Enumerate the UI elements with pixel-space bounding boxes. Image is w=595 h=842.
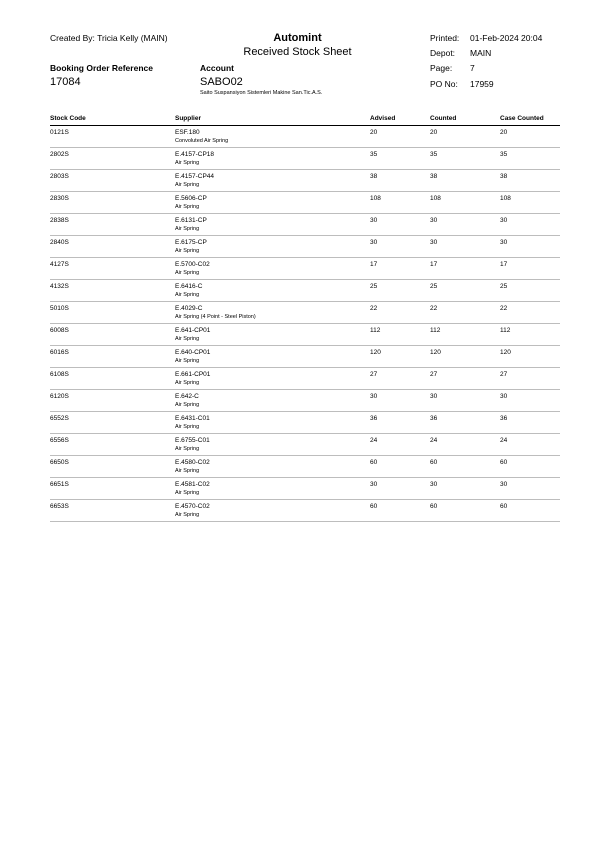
counted-qty-cell: 27 (430, 371, 438, 378)
table-row (50, 236, 560, 258)
case-counted-qty-cell: 20 (500, 129, 508, 136)
printed-label: Printed: (430, 33, 460, 43)
item-description-cell: Air Spring (175, 182, 200, 188)
account-label: Account (200, 63, 234, 73)
supplier-code-cell: E.6431-C01 (175, 415, 210, 422)
supplier-code-cell: E.661-CP01 (175, 371, 211, 378)
item-description-cell: Air Spring (175, 226, 200, 232)
supplier-code-cell: E.642-C (175, 393, 199, 400)
column-header-advised: Advised (370, 115, 396, 122)
counted-qty-cell: 30 (430, 217, 438, 224)
po-number-value: 17959 (470, 79, 494, 89)
supplier-code-cell: E.641-CP01 (175, 327, 211, 334)
advised-qty-cell: 30 (370, 217, 378, 224)
case-counted-qty-cell: 17 (500, 261, 508, 268)
advised-qty-cell: 24 (370, 437, 378, 444)
advised-qty-cell: 22 (370, 305, 378, 312)
advised-qty-cell: 60 (370, 503, 378, 510)
item-description-cell: Air Spring (175, 292, 200, 298)
supplier-code-cell: E.4029-C (175, 305, 203, 312)
supplier-code-cell: E.6755-C01 (175, 437, 210, 444)
counted-qty-cell: 20 (430, 129, 438, 136)
stock-code-cell: 2803S (50, 173, 69, 180)
column-header-counted: Counted (430, 115, 457, 122)
company-name: Automint (273, 32, 322, 44)
case-counted-qty-cell: 36 (500, 415, 508, 422)
counted-qty-cell: 30 (430, 481, 438, 488)
printed-value: 01-Feb-2024 20:04 (470, 33, 543, 43)
case-counted-qty-cell: 22 (500, 305, 508, 312)
supplier-code-cell: E.640-CP01 (175, 349, 211, 356)
case-counted-qty-cell: 60 (500, 503, 508, 510)
supplier-code-cell: E.5700-C02 (175, 261, 210, 268)
advised-qty-cell: 17 (370, 261, 378, 268)
advised-qty-cell: 38 (370, 173, 378, 180)
counted-qty-cell: 108 (430, 195, 441, 202)
stock-code-cell: 6651S (50, 481, 69, 488)
supplier-code-cell: E.4157-CP18 (175, 151, 215, 158)
column-header-stock-code: Stock Code (50, 115, 86, 122)
case-counted-qty-cell: 112 (500, 327, 511, 334)
advised-qty-cell: 30 (370, 481, 378, 488)
table-row (50, 500, 560, 522)
counted-qty-cell: 60 (430, 459, 438, 466)
table-row (50, 214, 560, 236)
supplier-code-cell: E.6175-CP (175, 239, 207, 246)
item-description-cell: Air Spring (175, 204, 200, 210)
table-row (50, 456, 560, 478)
page-title: Received Stock Sheet (243, 46, 352, 58)
supplier-code-cell: E.6416-C (175, 283, 203, 290)
item-description-cell: Air Spring (175, 402, 200, 408)
page-number-label: Page: (430, 63, 453, 73)
supplier-code-cell: E.4157-CP44 (175, 173, 215, 180)
stock-code-cell: 2802S (50, 151, 69, 158)
depot-value: MAIN (470, 48, 492, 58)
item-description-cell: Air Spring (175, 468, 200, 474)
table-row (50, 126, 560, 148)
supplier-code-cell: E.4580-C02 (175, 459, 210, 466)
case-counted-qty-cell: 30 (500, 393, 508, 400)
table-row (50, 192, 560, 214)
counted-qty-cell: 30 (430, 239, 438, 246)
column-header-case-counted: Case Counted (500, 115, 544, 122)
stock-code-cell: 4127S (50, 261, 69, 268)
item-description-cell: Air Spring (175, 512, 200, 518)
stock-code-cell: 6556S (50, 437, 69, 444)
table-row (50, 280, 560, 302)
advised-qty-cell: 25 (370, 283, 378, 290)
supplier-code-cell: E.4570-C02 (175, 503, 210, 510)
created-by-label: Created By: (50, 33, 95, 43)
case-counted-qty-cell: 35 (500, 151, 508, 158)
table-row (50, 148, 560, 170)
table-row (50, 478, 560, 500)
item-description-cell: Air Spring (175, 490, 200, 496)
item-description-cell: Air Spring (4 Point - Steel Piston) (175, 314, 256, 320)
table-row (50, 324, 560, 346)
table-row (50, 434, 560, 456)
counted-qty-cell: 36 (430, 415, 438, 422)
item-description-cell: Convoluted Air Spring (175, 138, 229, 144)
item-description-cell: Air Spring (175, 160, 200, 166)
case-counted-qty-cell: 30 (500, 481, 508, 488)
advised-qty-cell: 30 (370, 393, 378, 400)
advised-qty-cell: 27 (370, 371, 378, 378)
case-counted-qty-cell: 108 (500, 195, 511, 202)
counted-qty-cell: 25 (430, 283, 438, 290)
counted-qty-cell: 60 (430, 503, 438, 510)
advised-qty-cell: 112 (370, 327, 381, 334)
item-description-cell: Air Spring (175, 446, 200, 452)
counted-qty-cell: 35 (430, 151, 438, 158)
supplier-code-cell: E.5606-CP (175, 195, 207, 202)
stock-code-cell: 6650S (50, 459, 69, 466)
stock-code-cell: 6108S (50, 371, 69, 378)
case-counted-qty-cell: 30 (500, 239, 508, 246)
stock-code-cell: 4132S (50, 283, 69, 290)
case-counted-qty-cell: 38 (500, 173, 508, 180)
item-description-cell: Air Spring (175, 424, 200, 430)
item-description-cell: Air Spring (175, 336, 200, 342)
supplier-code-cell: ESF.180 (175, 129, 200, 136)
supplier-code-cell: E.4581-C02 (175, 481, 210, 488)
table-row (50, 346, 560, 368)
stock-code-cell: 2830S (50, 195, 69, 202)
column-header-supplier: Supplier (175, 115, 202, 122)
supplier-code-cell: E.6131-CP (175, 217, 207, 224)
advised-qty-cell: 35 (370, 151, 378, 158)
stock-code-cell: 6016S (50, 349, 69, 356)
counted-qty-cell: 22 (430, 305, 438, 312)
counted-qty-cell: 120 (430, 349, 441, 356)
case-counted-qty-cell: 27 (500, 371, 508, 378)
created-by-value: Tricia Kelly (MAIN) (97, 33, 168, 43)
advised-qty-cell: 30 (370, 239, 378, 246)
stock-code-cell: 5010S (50, 305, 69, 312)
case-counted-qty-cell: 60 (500, 459, 508, 466)
account-name: Saito Suspansiyon Sistemleri Makine San.Tic.A.S. (200, 90, 323, 96)
case-counted-qty-cell: 30 (500, 217, 508, 224)
advised-qty-cell: 36 (370, 415, 378, 422)
table-body (50, 126, 560, 522)
stock-code-cell: 2840S (50, 239, 69, 246)
booking-ref-label: Booking Order Reference (50, 63, 153, 73)
advised-qty-cell: 120 (370, 349, 381, 356)
booking-ref-value: 17084 (50, 76, 81, 88)
table-header (50, 114, 560, 126)
table-row (50, 412, 560, 434)
advised-qty-cell: 108 (370, 195, 381, 202)
table-row (50, 368, 560, 390)
item-description-cell: Air Spring (175, 380, 200, 386)
counted-qty-cell: 24 (430, 437, 438, 444)
advised-qty-cell: 20 (370, 129, 378, 136)
stock-code-cell: 0121S (50, 129, 69, 136)
stock-code-cell: 6552S (50, 415, 69, 422)
item-description-cell: Air Spring (175, 248, 200, 254)
case-counted-qty-cell: 24 (500, 437, 508, 444)
item-description-cell: Air Spring (175, 270, 200, 276)
stock-code-cell: 6120S (50, 393, 69, 400)
stock-code-cell: 2838S (50, 217, 69, 224)
table-row (50, 170, 560, 192)
table-row (50, 302, 560, 324)
depot-label: Depot: (430, 48, 456, 58)
counted-qty-cell: 17 (430, 261, 438, 268)
stock-code-cell: 6653S (50, 503, 69, 510)
stock-code-cell: 6008S (50, 327, 69, 334)
account-code: SABO02 (200, 76, 243, 88)
page-number-value: 7 (470, 63, 475, 73)
item-description-cell: Air Spring (175, 358, 200, 364)
case-counted-qty-cell: 25 (500, 283, 508, 290)
table-row (50, 390, 560, 412)
counted-qty-cell: 38 (430, 173, 438, 180)
po-number-label: PO No: (430, 79, 458, 89)
advised-qty-cell: 60 (370, 459, 378, 466)
case-counted-qty-cell: 120 (500, 349, 511, 356)
table-row (50, 258, 560, 280)
counted-qty-cell: 30 (430, 393, 438, 400)
counted-qty-cell: 112 (430, 327, 441, 334)
